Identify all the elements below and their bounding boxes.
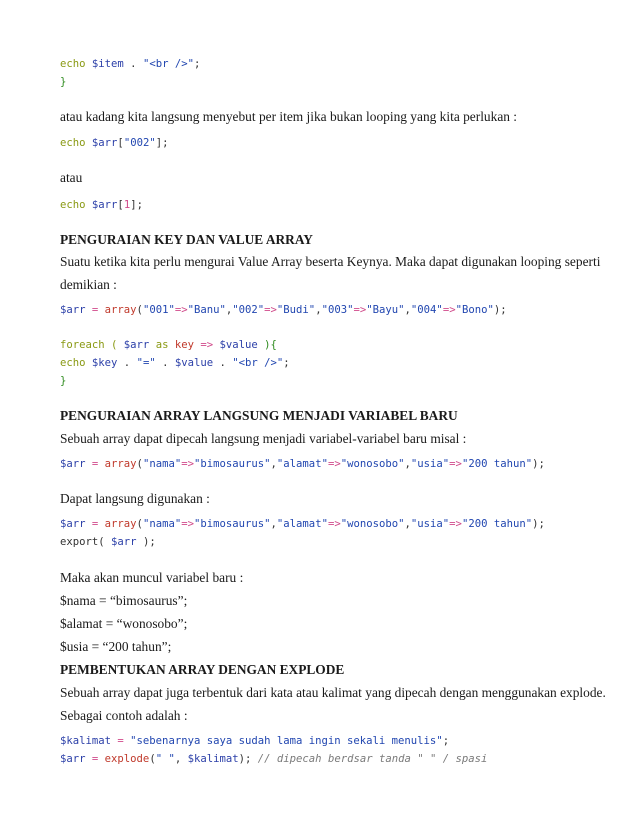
code-operator: => [181,518,194,530]
code-punct: , [174,753,188,765]
code-function: array [104,304,137,316]
code-punct: ); [136,536,156,548]
code-variable: $value [174,357,214,369]
code-string: "Budi" [276,304,316,316]
code-line-foreach [60,339,277,351]
code-line-echo-arr-index [60,199,143,211]
code-operator: = [85,518,105,530]
code-function: array [104,518,137,530]
paragraph: Sebuah array dapat dipecah langsung menjadi variabel-variabel baru misal : [60,431,467,446]
code-operator: => [174,304,188,316]
code-string: "sebenarnya saya sudah lama ingin sekali menulis" [130,735,443,747]
code-string: "alamat" [276,458,328,470]
code-line-echo-arr [60,137,168,149]
code-punct: ); [238,753,252,765]
code-punct: . [117,357,137,369]
code-keyword: key [174,339,194,351]
code-line-brace [60,375,66,387]
code-keyword: foreach [60,339,105,351]
code-variable: $key [91,357,118,369]
code-punct: ( [136,304,143,316]
code-string: "bimosaurus" [193,518,271,530]
code-punct: ]; [130,199,143,211]
code-variable: $value [219,339,258,351]
code-number: 1 [123,199,131,211]
code-string: "001" [142,304,175,316]
code-punct: ( [149,753,156,765]
code-operator: = [85,458,105,470]
code-string: "200 tahun" [461,518,533,530]
code-string: "Bono" [455,304,494,316]
code-operator: => [353,304,367,316]
code-line-export [60,536,156,548]
code-punct: , [270,518,277,530]
paragraph: $nama = “bimosaurus”; [60,593,188,608]
code-punct: , [404,458,411,470]
code-variable: $arr [60,304,86,316]
code-string: "003" [321,304,354,316]
code-string: "<br />" [232,357,284,369]
code-keyword: as [149,339,175,351]
code-function: explode [104,753,150,765]
paragraph: $usia = “200 tahun”; [60,639,172,654]
code-string: "=" [136,357,156,369]
paragraph: Maka akan muncul variabel baru : [60,570,244,585]
code-operator: => [264,304,277,316]
code-variable: $arr [111,536,137,548]
code-punct: [ [117,137,124,149]
code-punct: , [225,304,233,316]
code-operator: => [442,304,456,316]
code-punct: ){ [257,339,277,351]
code-variable: $arr [91,137,118,149]
code-function: export [60,536,99,548]
code-string: "200 tahun" [461,458,533,470]
code-punct: ( [136,458,143,470]
code-string: "bimosaurus" [193,458,271,470]
code-function: array [104,458,137,470]
code-punct: , [270,458,277,470]
code-line-array-assign [60,518,545,530]
code-string: "nama" [142,458,182,470]
code-punct: ); [532,518,545,530]
code-string: "Bayu" [366,304,405,316]
code-variable: $arr [91,199,118,211]
code-keyword: echo [60,58,86,70]
paragraph: Sebuah array dapat juga terbentuk dari kata atau kalimat yang dipecah dengan menggunakan explode. [60,685,606,700]
code-string: "<br />" [142,58,194,70]
paragraph: Suatu ketika kita perlu mengurai Value Array beserta Keynya. Maka dapat digunakan looping seperti [60,254,601,269]
code-operator: => [449,458,462,470]
code-variable: $arr [60,753,86,765]
code-operator: = [111,735,131,747]
code-punct: ( [98,536,112,548]
paragraph: $alamat = “wonosobo”; [60,616,188,631]
code-operator: => [327,518,341,530]
code-string: "usia" [410,458,450,470]
code-string: " " [155,753,175,765]
section-heading: PEMBENTUKAN ARRAY DENGAN EXPLODE [60,662,345,677]
code-punct: ; [283,357,290,369]
code-string: "wonosobo" [340,458,405,470]
code-operator: => [449,518,462,530]
code-punct: [ [117,199,124,211]
code-operator: => [327,458,341,470]
paragraph: Dapat langsung digunakan : [60,491,210,506]
code-string: "alamat" [276,518,328,530]
code-comment: // dipecah berdsar tanda " " / spasi [251,753,488,765]
code-line-brace [60,76,66,88]
code-line-kalimat [60,735,449,747]
code-string: "004" [410,304,443,316]
code-line-echo-key-value [60,357,290,369]
paragraph: atau [60,170,83,185]
code-punct: ; [193,58,201,70]
section-heading: PENGURAIAN KEY DAN VALUE ARRAY [60,232,313,247]
code-string: "002" [232,304,265,316]
code-variable: $item [91,58,124,70]
code-punct: . [213,357,233,369]
code-punct: ( [136,518,143,530]
code-keyword: echo [60,357,86,369]
code-variable: $arr [60,458,86,470]
code-punct: ; [442,735,450,747]
code-line-array-assign [60,304,507,316]
paragraph: demikian : [60,277,117,292]
code-punct: , [315,304,322,316]
paragraph: Sebagai contoh adalah : [60,708,188,723]
code-line-echo-item [60,58,200,70]
code-variable: $kalimat [60,735,112,747]
paragraph: atau kadang kita langsung menyebut per item jika bukan looping yang kita perlukan : [60,109,518,124]
code-string: "wonosobo" [340,518,405,530]
code-string: "002" [123,137,156,149]
code-brace: } [60,375,67,387]
code-operator: = [85,753,105,765]
code-keyword: echo [60,137,86,149]
code-keyword: echo [60,199,86,211]
code-string: "usia" [410,518,450,530]
code-punct: ); [493,304,507,316]
code-operator: => [193,339,220,351]
code-punct: , [404,518,411,530]
code-punct: , [404,304,411,316]
code-punct: ( [104,339,124,351]
section-heading: PENGURAIAN ARRAY LANGSUNG MENJADI VARIABEL BARU [60,408,458,423]
code-brace: } [60,76,67,88]
code-punct: ); [532,458,545,470]
code-operator: = [85,304,105,316]
code-operator: => [181,458,194,470]
code-string: "nama" [142,518,182,530]
code-variable: $kalimat [187,753,239,765]
code-variable: $arr [123,339,150,351]
code-punct: ]; [155,137,169,149]
code-line-array-assign [60,458,545,470]
code-variable: $arr [60,518,86,530]
code-string: "Banu" [187,304,226,316]
code-line-explode [60,753,487,765]
code-punct: . [155,357,175,369]
code-punct: . [123,58,143,70]
